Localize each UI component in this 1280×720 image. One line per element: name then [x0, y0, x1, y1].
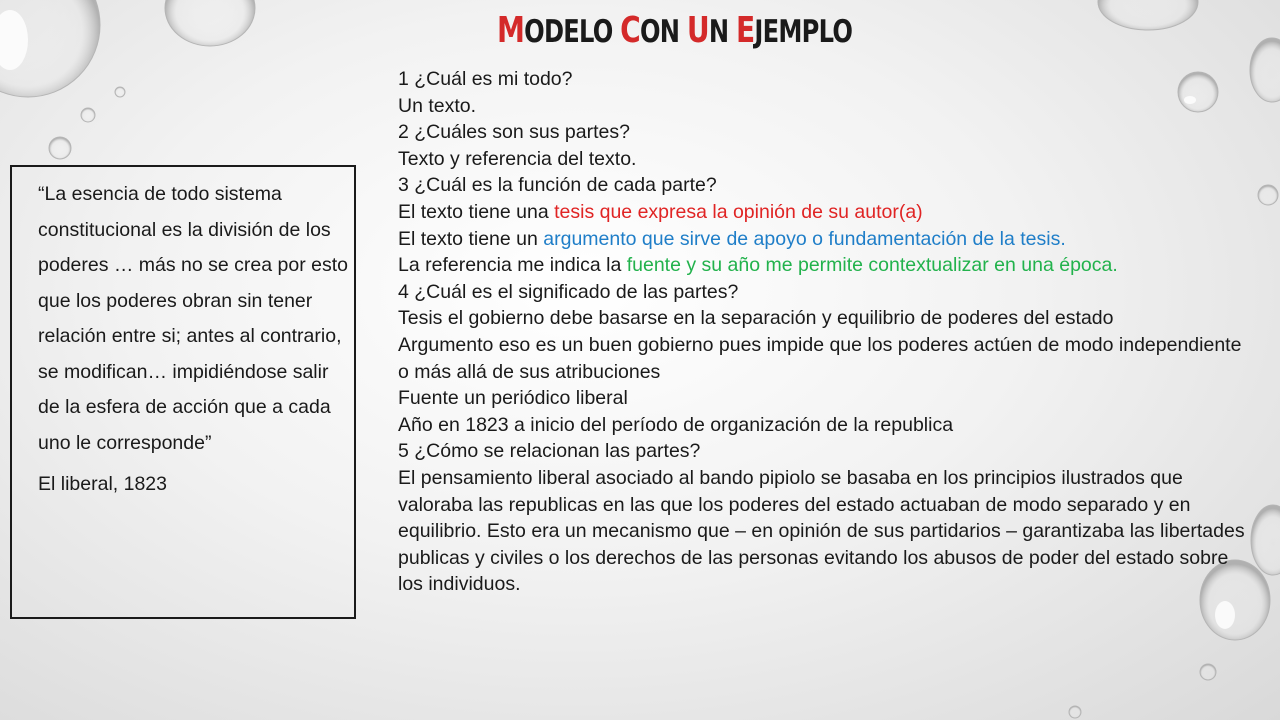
answer-5: El pensamiento liberal asociado al bando pipiolo se basaba en los principios ilustrados que valoraba las republicas en las que los poderes del estado actuaban de modo separado y en equilibrio. Esto era un mecanismo que – en opinión de sus partidarios – garantizaba las libertades publicas y civiles o los derechos de las personas evitando los abusos de poder del estado sobre los individuos.	[398, 466, 1245, 596]
drop	[1069, 706, 1081, 718]
drop	[81, 108, 95, 122]
answer-4-thesis: Tesis el gobierno debe basarse en la separación y equilibrio de poderes del estado	[398, 307, 1114, 330]
drop	[165, 0, 255, 46]
quote-box	[10, 165, 356, 619]
title-word: UN	[686, 10, 729, 51]
answer-4-source: Fuente un periódico liberal	[398, 387, 628, 410]
drop	[1251, 505, 1280, 575]
question-4: 4 ¿Cuál es el significado de las partes?	[398, 280, 739, 303]
answer-3-thesis: El texto tiene una tesis que expresa la opinión de su autor(a)	[398, 200, 923, 223]
title-word: CON	[620, 10, 680, 51]
thesis-highlight: tesis que expresa la opinión de su autor(a)	[554, 200, 923, 223]
question-3: 3 ¿Cuál es la función de cada parte?	[398, 174, 717, 197]
quote-text: “La esencia de todo sistema constitucional es la división de los poderes … más no se crea por esto que los poderes obran sin tener relación entre si; antes al contrario, se modifican… impidiéndose salir de la esfera de acción que a cada uno le corresponde”	[38, 183, 348, 454]
drop	[1098, 0, 1198, 30]
quote-source: El liberal, 1823	[38, 473, 167, 495]
answer-4-argument: Argumento eso es un buen gobierno pues impide que los poderes actúen de modo independiente o más allá de sus atribuciones	[398, 333, 1242, 383]
argument-highlight: argumento que sirve de apoyo o fundamentación de la tesis.	[543, 227, 1066, 250]
drop	[1200, 664, 1216, 680]
drop	[49, 137, 71, 159]
question-1: 1 ¿Cuál es mi todo?	[398, 68, 573, 90]
analysis-content	[398, 66, 1248, 598]
page-title	[497, 10, 852, 51]
answer-4-year: Año en 1823 a inicio del período de organización de la republica	[398, 413, 954, 436]
title-word: MODELO	[497, 10, 613, 51]
answer-3-argument: El texto tiene un argumento que sirve de apoyo o fundamentación de la tesis.	[398, 227, 1066, 250]
drop	[1250, 38, 1280, 102]
source-highlight: fuente y su año me permite contextualizar en una época.	[626, 254, 1118, 277]
answer-3-source: La referencia me indica la fuente y su año me permite contextualizar en una época.	[398, 254, 1118, 277]
drop	[115, 87, 125, 97]
question-5: 5 ¿Cómo se relacionan las partes?	[398, 440, 701, 463]
answer-1: Un texto.	[398, 94, 477, 117]
title-word: EJEMPLO	[735, 10, 853, 51]
question-2: 2 ¿Cuáles son sus partes?	[398, 121, 630, 144]
drop	[1258, 185, 1278, 205]
answer-2: Texto y referencia del texto.	[398, 147, 637, 170]
